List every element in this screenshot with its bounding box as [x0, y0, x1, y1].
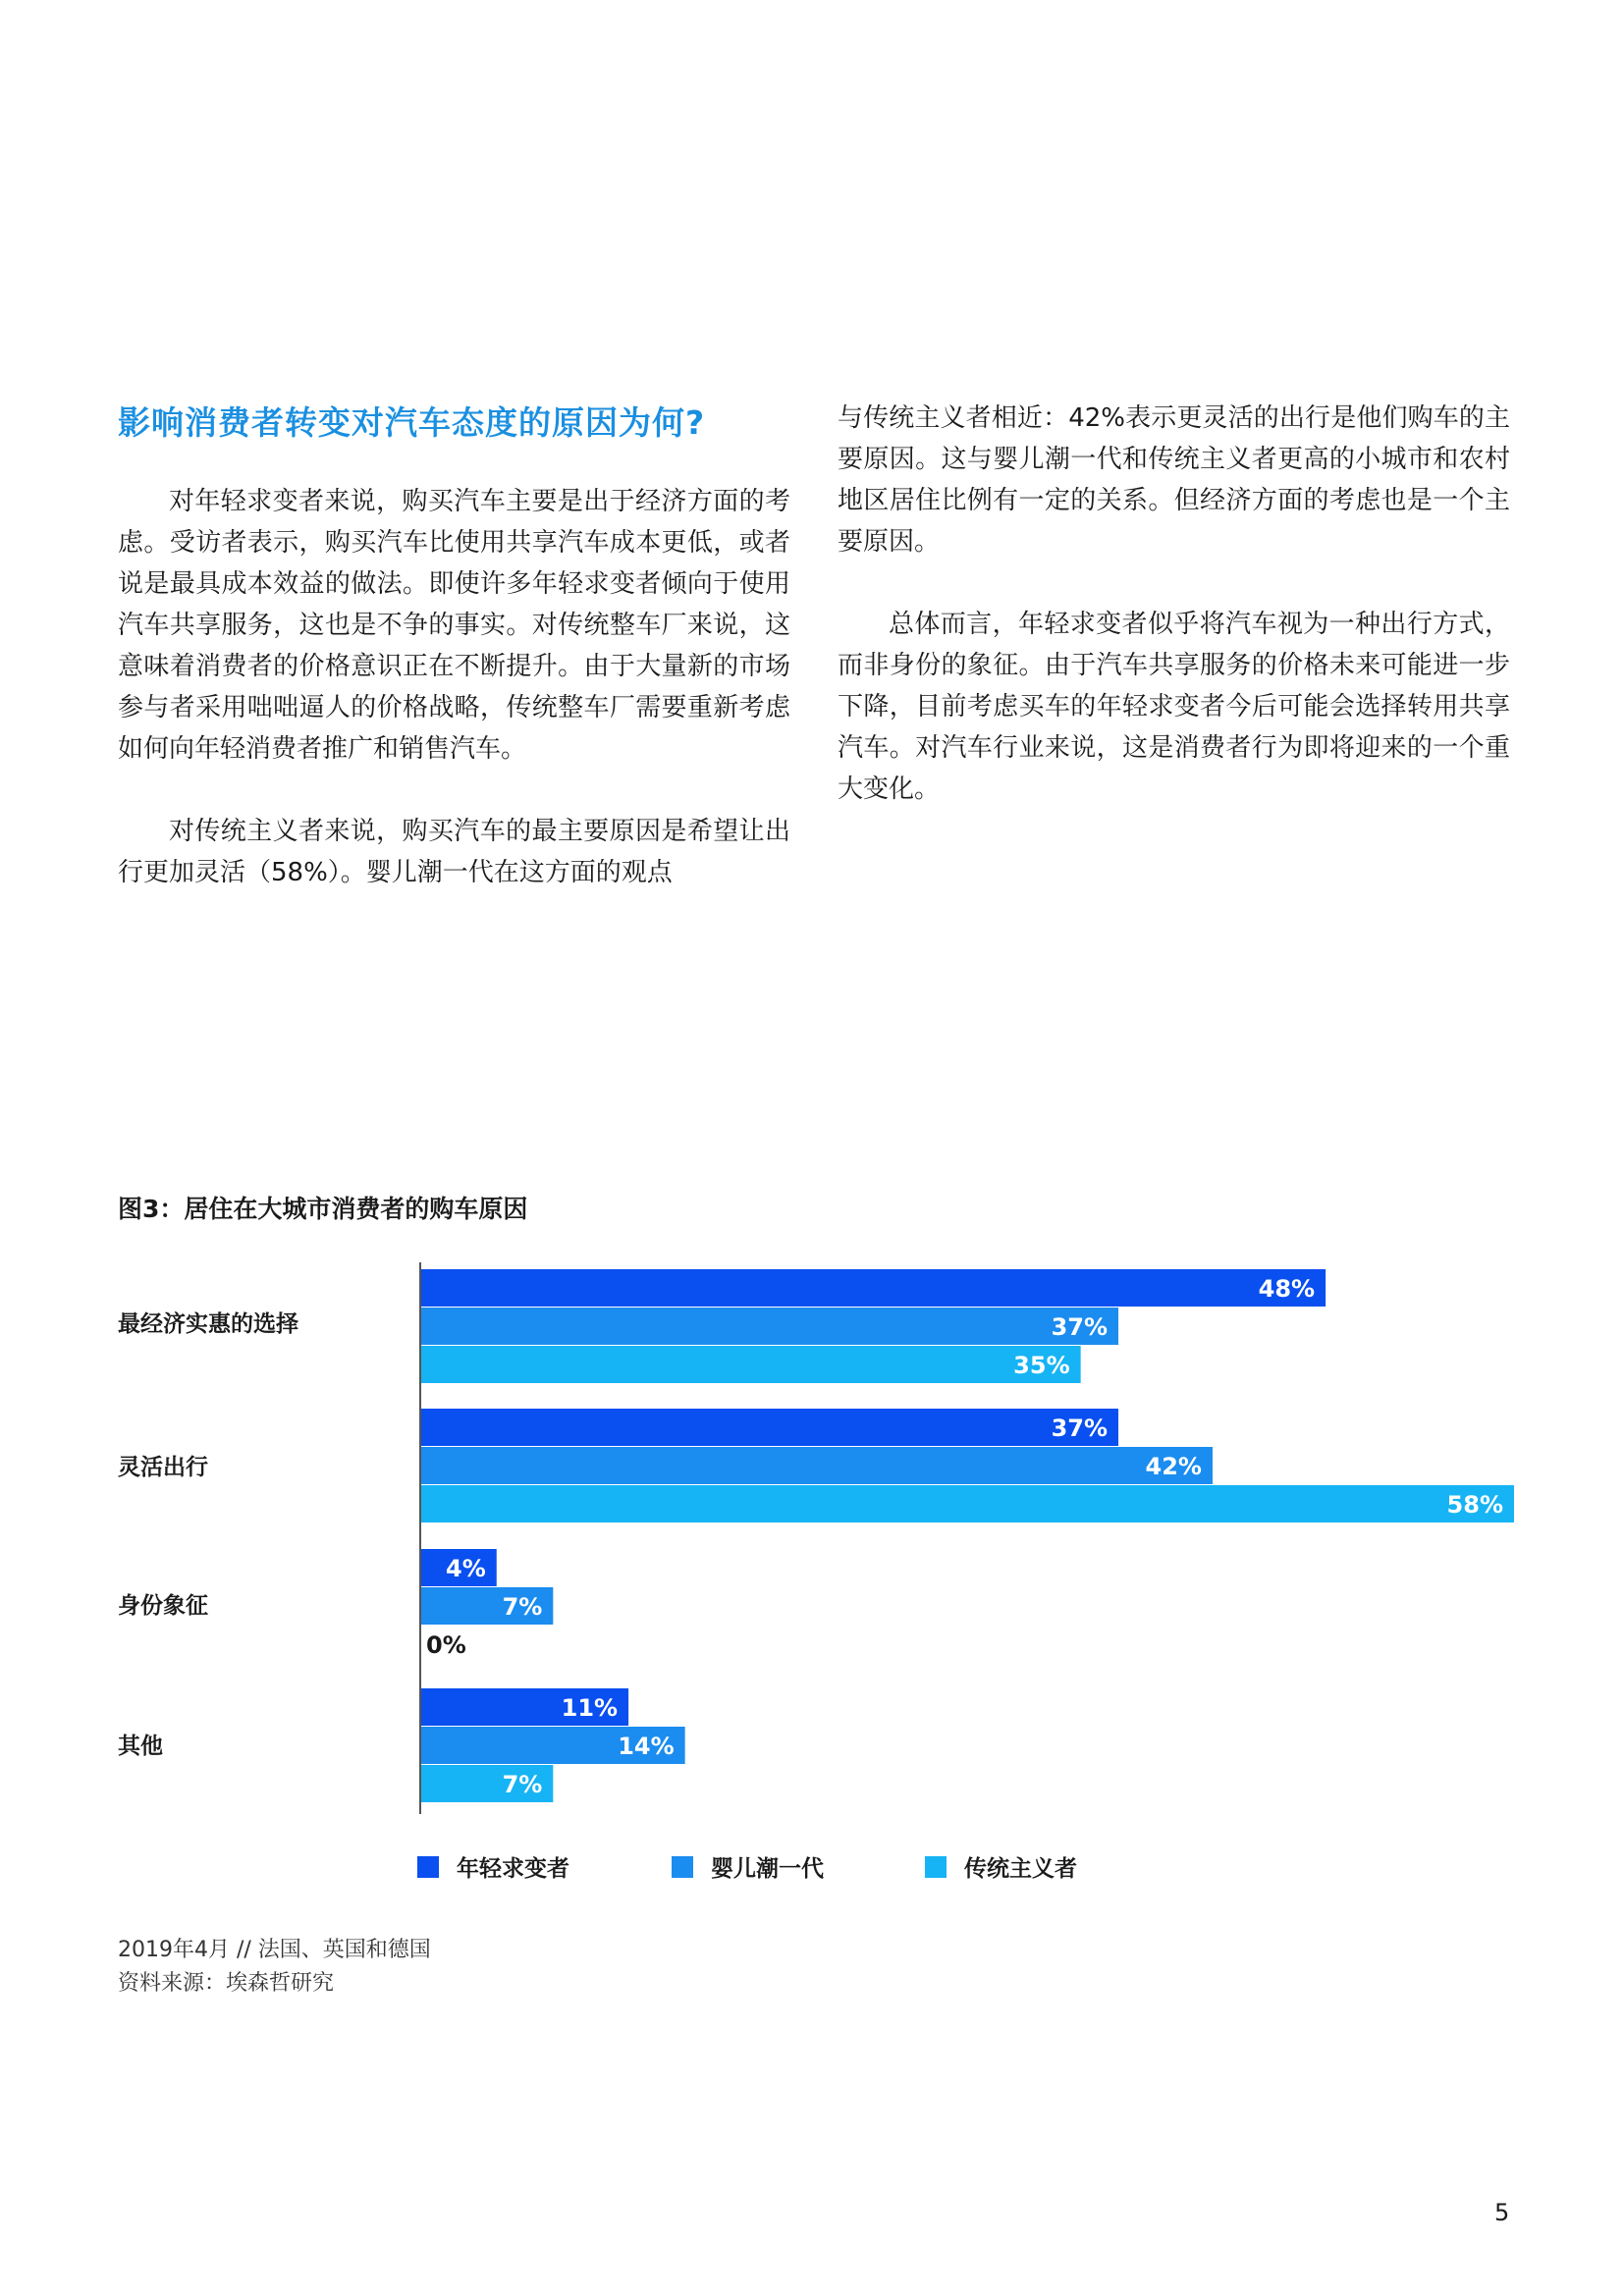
category-label: 最经济实惠的选择 — [118, 1311, 298, 1337]
legend-swatch — [925, 1856, 947, 1878]
data-label: 4% — [446, 1555, 486, 1582]
legend-item — [672, 1850, 824, 1883]
data-label: 37% — [1051, 1313, 1109, 1341]
paragraph: 对传统主义者来说，购买汽车的最主要原因是希望让出行更加灵活（58%）。婴儿潮一代在这方面的观点 — [118, 817, 790, 887]
data-label: 11% — [561, 1694, 619, 1722]
data-label: 35% — [1013, 1352, 1070, 1379]
paragraph: 对年轻求变者来说，购买汽车主要是出于经济方面的考虑。受访者表示，购买汽车比使用共享汽车成本更低，或者说是最具成本效益的做法。即使许多年轻求变者倾向于使用汽车共享服务，这也是不争的事实。对传统整车厂来说，这意味着消费者的价格意识正在不断提升。由于大量新的市场参与者采用咄咄逼人的价格战略，传统整车厂需要重新考虑如何向年轻消费者推广和销售汽车。 — [118, 487, 790, 764]
bar — [421, 1447, 1213, 1484]
legend-label: 传统主义者 — [964, 1856, 1077, 1882]
data-label: 7% — [502, 1771, 543, 1798]
category-label: 其他 — [118, 1734, 163, 1759]
legend-label: 年轻求变者 — [457, 1856, 569, 1882]
category-label: 灵活出行 — [118, 1455, 208, 1480]
data-label: 42% — [1145, 1453, 1202, 1480]
data-label: 7% — [502, 1593, 543, 1621]
bar — [421, 1485, 1514, 1522]
data-label: 58% — [1446, 1491, 1503, 1519]
data-label: 37% — [1051, 1415, 1109, 1442]
page-number: 5 — [1494, 2199, 1510, 2226]
bar — [421, 1346, 1081, 1383]
legend-swatch — [417, 1856, 439, 1878]
bar — [421, 1269, 1326, 1307]
legend-item — [417, 1850, 569, 1883]
data-label: 48% — [1258, 1275, 1316, 1303]
category-label: 身份象征 — [118, 1593, 208, 1619]
legend-swatch — [672, 1856, 693, 1878]
paragraph: 与传统主义者相近：42%表示更灵活的出行是他们购车的主要原因。这与婴儿潮一代和传统主义者更高的小城市和农村地区居住比例有一定的关系。但经济方面的考虑也是一个主要原因。 — [838, 403, 1510, 557]
source-note — [118, 1934, 431, 2001]
source-date: 2019年4月 // 法国、英国和德国 — [118, 1938, 431, 1962]
source-attribution: 资料来源：埃森哲研究 — [118, 1971, 335, 1996]
chart-title: 图3：居住在大城市消费者的购车原因 — [118, 1195, 528, 1223]
legend-label: 婴儿潮一代 — [711, 1856, 824, 1882]
legend-item — [925, 1850, 1077, 1883]
data-label: 0% — [426, 1631, 466, 1659]
bar — [421, 1308, 1118, 1345]
paragraph: 总体而言，年轻求变者似乎将汽车视为一种出行方式，而非身份的象征。由于汽车共享服务的价格未来可能进一步下降，目前考虑买车的年轻求变者今后可能会选择转用共享汽车。对汽车行业来说，这是消费者行为即将迎来的一个重大变化。 — [838, 610, 1510, 804]
bar — [421, 1409, 1118, 1446]
section-heading: 影响消费者转变对汽车态度的原因为何? — [118, 403, 706, 442]
data-label: 14% — [618, 1733, 675, 1760]
